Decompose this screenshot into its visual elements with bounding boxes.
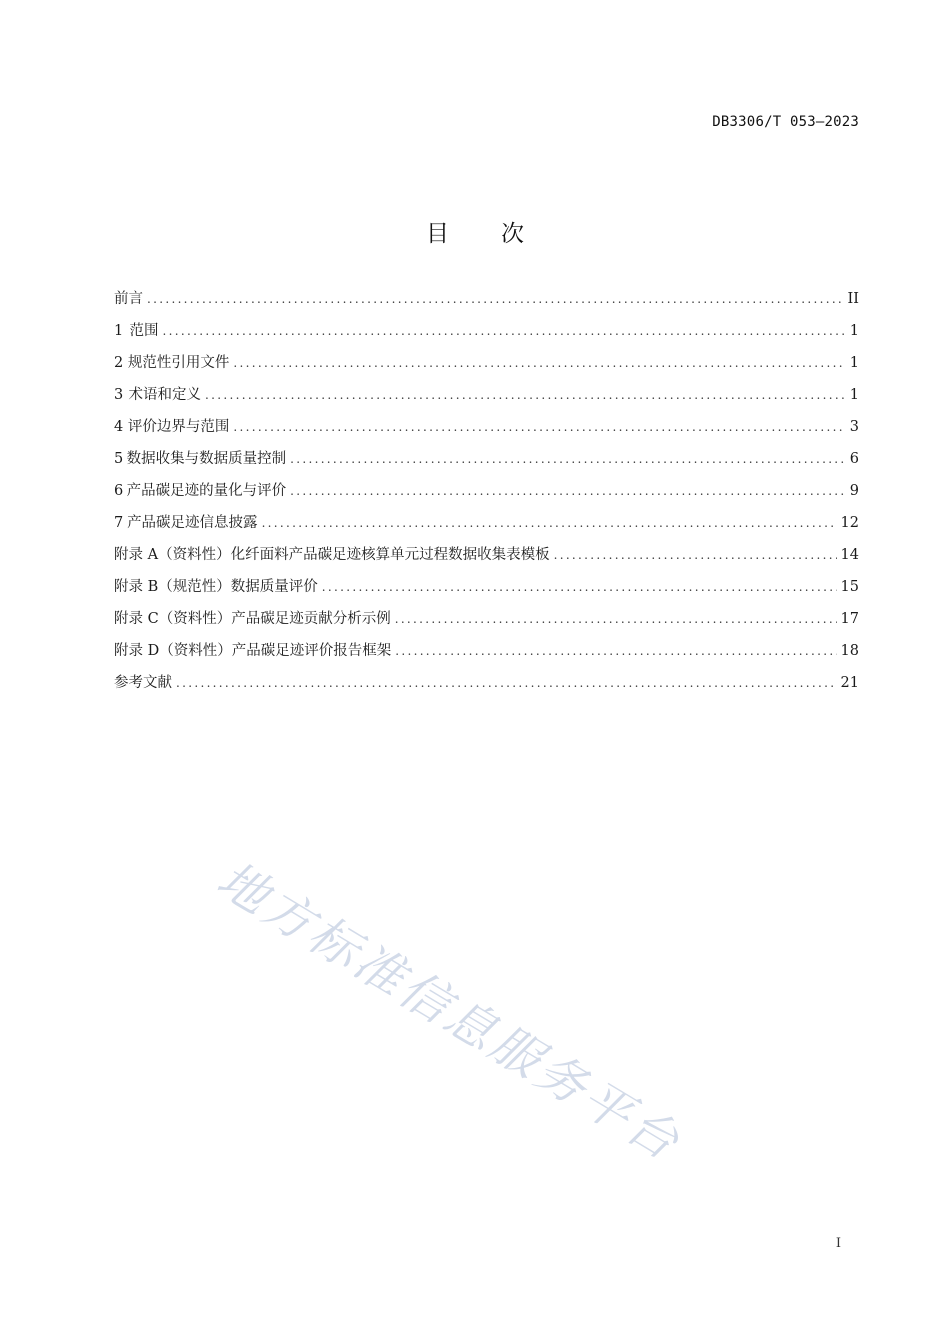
toc-entry-title: 规范性引用文件 <box>127 355 230 371</box>
toc-entry-number: 3 <box>114 387 124 403</box>
toc-entry-title: 参考文献 <box>114 675 172 691</box>
toc-entry-page: II <box>847 291 859 307</box>
toc-entry-terms-definitions[interactable] <box>114 382 859 414</box>
toc-entry-title: 化纤面料产品碳足迹核算单元过程数据收集表模板 <box>230 547 550 563</box>
toc-entry-title: 产品碳足迹评价报告框架 <box>231 643 392 659</box>
toc-entry-appendix-c[interactable] <box>114 606 859 638</box>
toc-leader-dots <box>554 542 837 568</box>
toc-leader-dots <box>163 318 846 344</box>
toc-entry-number: 5 <box>114 451 124 467</box>
toc-leader-dots <box>176 670 837 696</box>
watermark: 地方标准信息服务平台 <box>207 850 692 1173</box>
toc-entry-appendix-label: 附录 B（规范性） <box>114 579 231 595</box>
toc-entry-page: 1 <box>849 387 859 403</box>
toc-entry-page: 12 <box>840 515 859 531</box>
toc-entry-title: 产品碳足迹信息披露 <box>127 515 258 531</box>
table-of-contents <box>114 286 859 702</box>
toc-title <box>0 215 950 248</box>
toc-leader-dots <box>147 286 844 312</box>
toc-entry-scope[interactable] <box>114 318 859 350</box>
toc-leader-dots <box>233 414 845 440</box>
toc-leader-dots <box>290 478 846 504</box>
toc-entry-bibliography[interactable] <box>114 670 859 702</box>
toc-entry-appendix-label: 附录 D（资料性） <box>114 643 232 659</box>
toc-title-part1: 目 <box>426 221 449 248</box>
toc-entry-page: 1 <box>849 355 859 371</box>
toc-entry-number: 4 <box>114 419 124 435</box>
toc-entry-normative-references[interactable] <box>114 350 859 382</box>
toc-leader-dots <box>322 574 837 600</box>
toc-entry-data-collection[interactable] <box>114 446 859 478</box>
toc-entry-title: 产品碳足迹的量化与评价 <box>126 483 287 499</box>
toc-entry-title: 前言 <box>114 291 143 307</box>
toc-entry-number: 2 <box>114 355 124 371</box>
toc-entry-quantification[interactable] <box>114 478 859 510</box>
toc-entry-page: 3 <box>849 419 859 435</box>
toc-leader-dots <box>395 638 836 664</box>
toc-entry-page: 17 <box>840 611 859 627</box>
document-code: DB3306/T 053—2023 <box>712 114 859 130</box>
toc-entry-appendix-label: 附录 C（资料性） <box>114 611 232 627</box>
toc-entry-title: 产品碳足迹贡献分析示例 <box>231 611 391 627</box>
toc-entry-number: 1 <box>114 323 124 339</box>
toc-entry-title: 评价边界与范围 <box>127 419 230 435</box>
toc-entry-page: 14 <box>840 547 859 563</box>
toc-leader-dots <box>262 510 837 536</box>
toc-entry-page: 9 <box>849 483 859 499</box>
toc-entry-evaluation-boundary[interactable] <box>114 414 859 446</box>
toc-entry-title: 数据收集与数据质量控制 <box>126 451 287 467</box>
toc-entry-number: 6 <box>114 483 124 499</box>
toc-entry-number: 7 <box>114 515 124 531</box>
toc-entry-disclosure[interactable] <box>114 510 859 542</box>
toc-entry-appendix-d[interactable] <box>114 638 859 670</box>
toc-entry-foreword[interactable] <box>114 286 859 318</box>
toc-title-part2: 次 <box>501 221 524 248</box>
toc-entry-title: 范围 <box>129 323 159 339</box>
toc-entry-appendix-label: 附录 A（资料性） <box>114 547 231 563</box>
toc-entry-page: 18 <box>840 643 859 659</box>
page-number: I <box>835 1236 841 1251</box>
toc-entry-page: 6 <box>849 451 859 467</box>
toc-entry-page: 1 <box>849 323 859 339</box>
toc-leader-dots <box>233 350 845 376</box>
toc-entry-page: 15 <box>840 579 859 595</box>
toc-entry-title: 数据质量评价 <box>230 579 318 595</box>
toc-leader-dots <box>395 606 837 632</box>
toc-entry-appendix-a[interactable] <box>114 542 859 574</box>
toc-leader-dots <box>205 382 846 408</box>
toc-leader-dots <box>290 446 846 472</box>
toc-entry-title: 术语和定义 <box>128 387 202 403</box>
toc-entry-appendix-b[interactable] <box>114 574 859 606</box>
toc-entry-page: 21 <box>840 675 859 691</box>
